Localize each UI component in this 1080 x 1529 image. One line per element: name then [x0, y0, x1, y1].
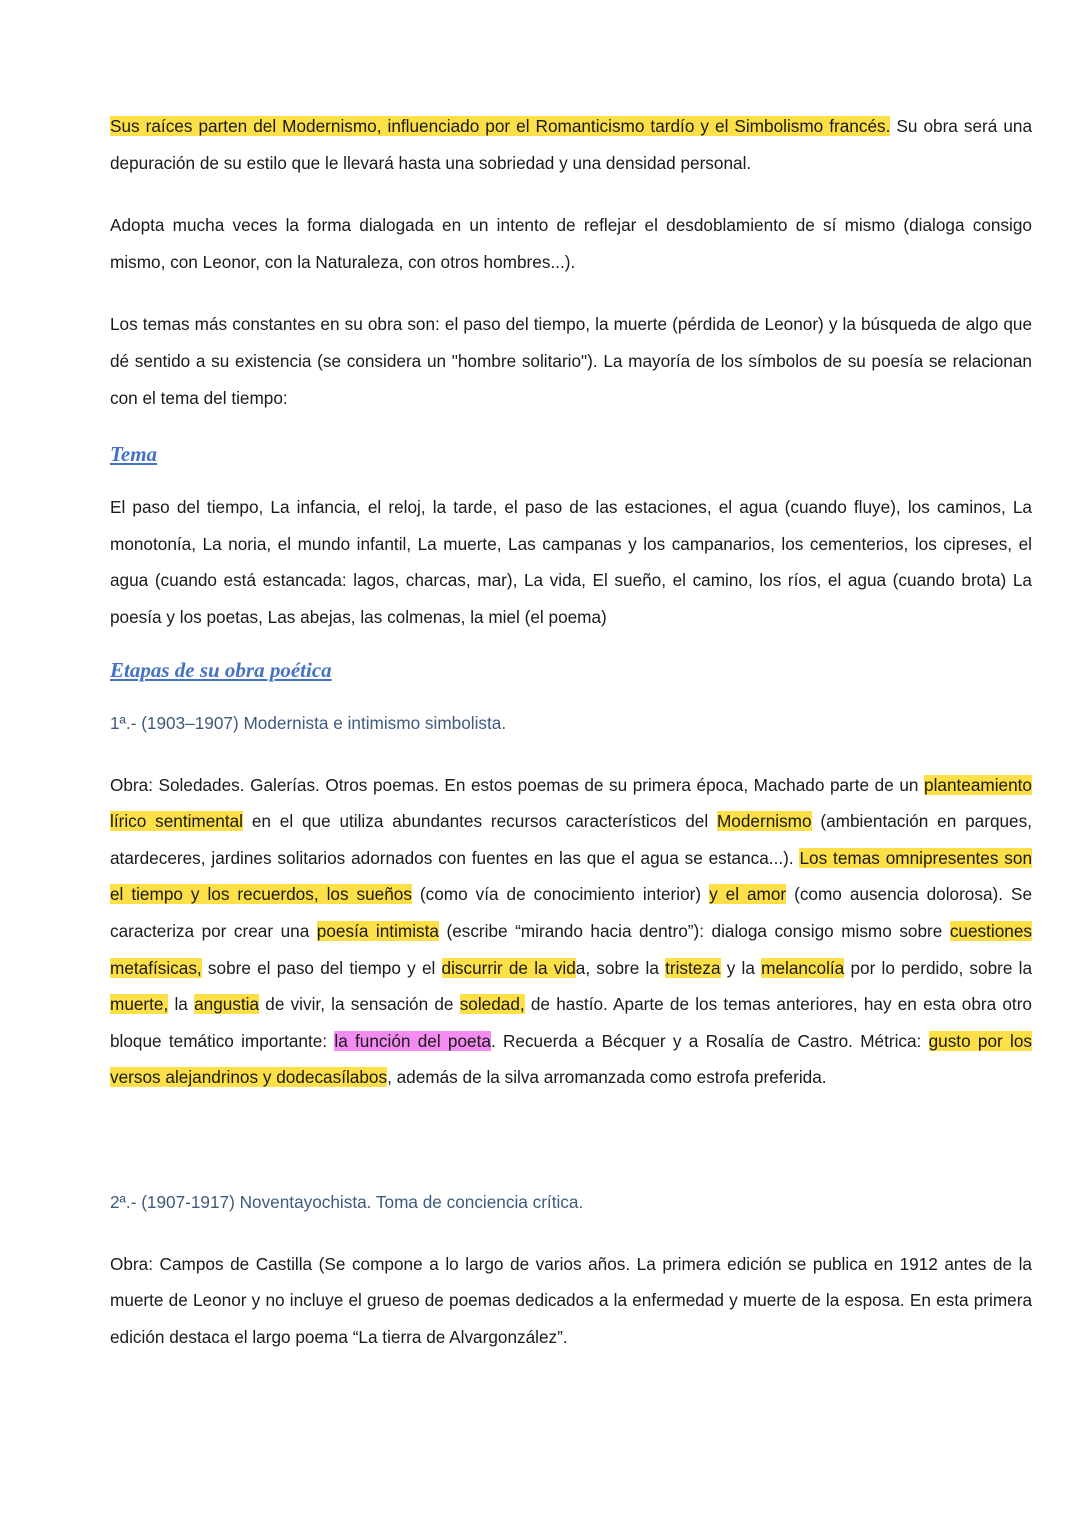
highlight: cuestiones metafísicas,	[110, 920, 1032, 978]
text-run: de vivir, la sensación de	[259, 994, 460, 1015]
stage-heading-1: 1ª.- (1903–1907) Modernista e intimismo simbolista.	[110, 712, 507, 733]
text-run: por lo perdido, sobre la	[844, 957, 1033, 978]
highlight: melancolía	[761, 957, 845, 978]
text-run: en el que utiliza abundantes recursos característicos del	[243, 811, 717, 832]
paragraph-dialog: Adopta mucha veces la forma dialogada en un intento de reflejar el desdoblamiento de sí mismo (dialoga consigo mismo, con Leonor, con la Naturaleza, con otros hombres...).	[110, 215, 1032, 272]
highlight: y el amor	[709, 884, 787, 905]
text-run: a, sobre la	[575, 957, 666, 978]
text-run: (escribe “mirando hacia dentro”): dialoga consigo mismo sobre	[438, 920, 950, 941]
paragraph-stage-1	[110, 767, 1032, 1096]
text-run: la	[168, 994, 195, 1015]
text-run: . Recuerda a Bécquer y a Rosalía de Castro. Métrica:	[490, 1030, 929, 1051]
highlight-pink: la función del poeta	[334, 1030, 491, 1051]
text-run: Obra: Soledades. Galerías. Otros poemas. En estos poemas de su primera época, Machado parte de un	[110, 774, 925, 795]
paragraph-symbols: El paso del tiempo, La infancia, el reloj, la tarde, el paso de las estaciones, el agua (cuando fluye), los caminos, La monotonía, La noria, el mundo infantil, La muerte, Las campanas y los campanarios, los cementerios, los cipreses, el agua (cuando está estancada: lagos, charcas, mar), La vida, El sueño, el camino, los ríos, el agua (cuando brota) La poesía y los poetas, Las abejas, las colmenas, la miel (el poema)	[110, 497, 1032, 627]
text-run: (como ausencia dolorosa). Se caracteriza por crear una	[110, 884, 1033, 941]
highlight: Sus raíces parten del Modernismo, influenciado por el Romanticismo tardío y el Simbolismo francés.	[110, 116, 891, 136]
highlight: muerte,	[110, 994, 169, 1015]
highlight: discurrir de la vid	[441, 957, 576, 978]
highlight: gusto por los versos alejandrinos y dodecasílabos	[110, 1030, 1032, 1088]
highlight: planteamiento lírico sentimental	[110, 774, 1032, 832]
text-run: (como vía de conocimiento interior)	[411, 884, 710, 905]
highlight: Los temas omnipresentes son el tiempo y los recuerdos, los sueños	[110, 847, 1032, 905]
text-run: y la	[720, 957, 762, 978]
highlight: tristeza	[665, 957, 721, 978]
text-run: (ambientación en parques, atardeceres, jardines solitarios adornados con fuentes en las que el agua se estanca...).	[110, 811, 1032, 868]
text-run: sobre el paso del tiempo y el	[201, 957, 442, 978]
stage-heading-2: 2ª.- (1907-1917) Noventayochista. Toma de conciencia crítica.	[110, 1191, 584, 1212]
highlight: poesía intimista	[316, 920, 439, 941]
section-heading-etapas: Etapas de su obra poética	[110, 657, 332, 682]
text-run: Su obra será una depuración de su estilo que le llevará hasta una sobriedad y una densidad personal.	[110, 116, 1032, 173]
section-heading-tema: Tema	[110, 442, 158, 467]
highlight: Modernismo	[716, 811, 812, 832]
text-run: , además de la silva arromanzada como estrofa preferida.	[387, 1067, 827, 1088]
document-page	[110, 108, 1032, 1356]
highlight: soledad,	[459, 994, 525, 1015]
paragraph-themes: Los temas más constantes en su obra son: el paso del tiempo, la muerte (pérdida de Leonor) y la búsqueda de algo que dé sentido a su existencia (se considera un "hombre solitario"). La mayoría de los símbolos de su poesía se relacionan con el tema del tiempo:	[110, 314, 1032, 408]
paragraph-roots	[110, 108, 1032, 181]
paragraph-stage-2: Obra: Campos de Castilla (Se compone a lo largo de varios años. La primera edición se publica en 1912 antes de la muerte de Leonor y no incluye el grueso de poemas dedicados a la enfermedad y muerte de la esposa. En esta primera edición destaca el largo poema “La tierra de Alvargonzález”.	[110, 1253, 1032, 1348]
highlight: angustia	[194, 994, 260, 1015]
text-run: de hastío. Aparte de los temas anteriores, hay en esta obra otro bloque temático importante:	[110, 994, 1032, 1051]
